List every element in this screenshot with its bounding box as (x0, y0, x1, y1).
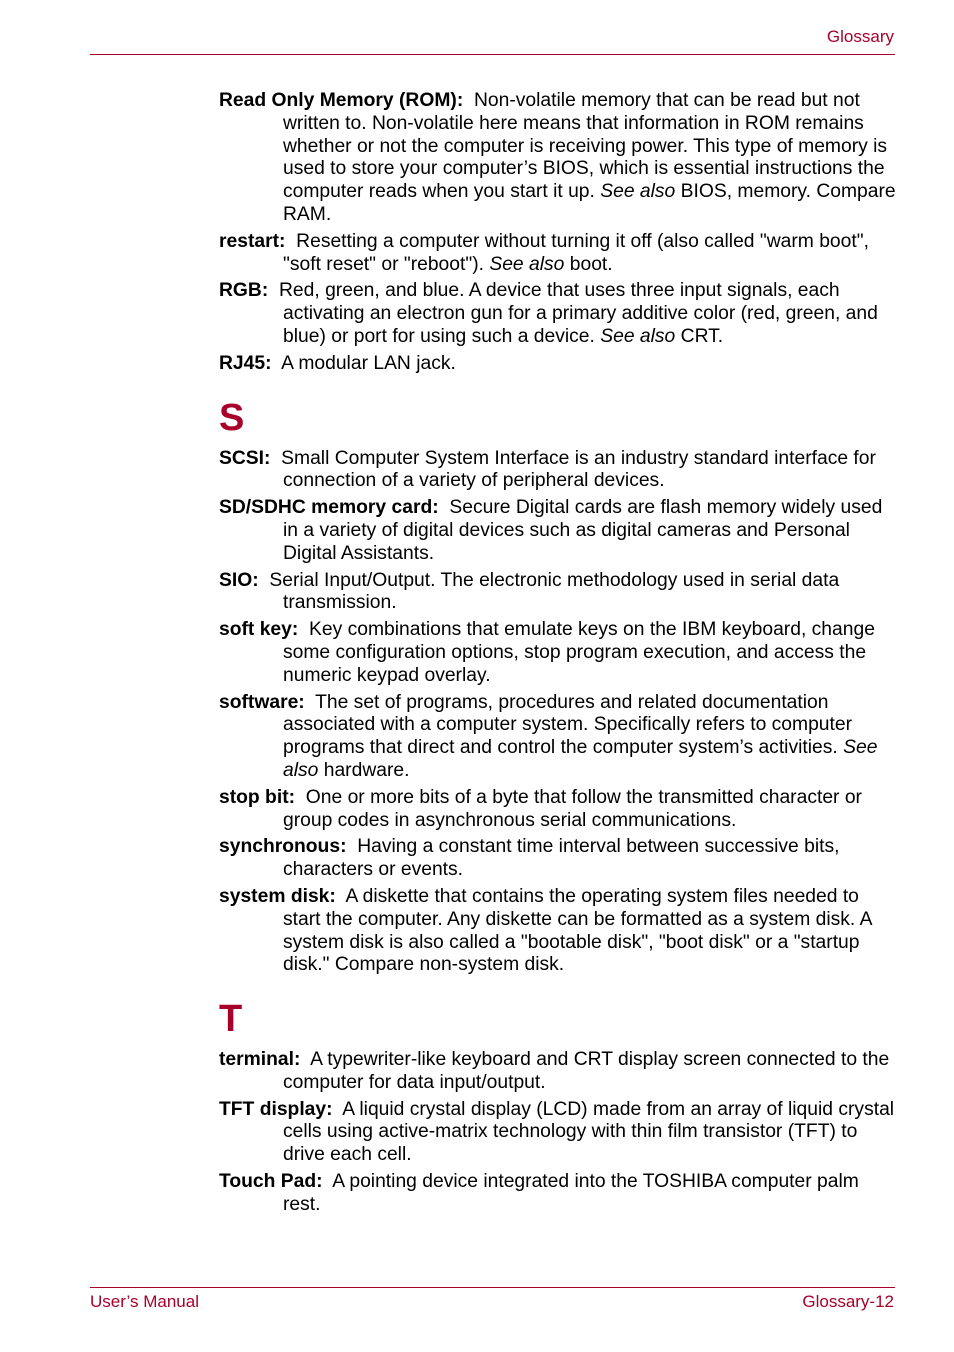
header-divider (90, 54, 895, 55)
definition-text: A liquid crystal display (LCD) made from an array of liquid crystal cells using active-matrix technology with thin film transistor (TFT) to drive each cell. (283, 1098, 895, 1166)
see-also-label: See also (600, 325, 676, 347)
definition-text: Having a constant time interval between successive bits, characters or events. (283, 836, 840, 881)
page-header-title: Glossary (826, 27, 894, 46)
glossary-term: software: (219, 691, 305, 713)
glossary-entry (219, 1099, 899, 1167)
glossary-entry (219, 353, 899, 376)
glossary-term: system disk: (219, 885, 336, 907)
glossary-term: soft key: (219, 619, 299, 641)
definition-text: hardware. (318, 759, 410, 781)
glossary-entry (219, 1171, 899, 1217)
glossary-entry (219, 497, 899, 565)
definition-text: A modular LAN jack. (281, 352, 456, 374)
definition-text: CRT. (675, 325, 724, 347)
glossary-term: synchronous: (219, 836, 347, 858)
definition-text: A pointing device integrated into the TOSHIBA computer palm rest. (283, 1171, 859, 1215)
definition-text: Serial Input/Output. The electronic methodology used in serial data transmission. (269, 569, 840, 614)
footer-divider (90, 1287, 895, 1288)
section-letter-t: T (219, 998, 243, 1041)
glossary-term: SCSI: (219, 447, 271, 469)
glossary-term: SIO: (219, 569, 259, 591)
glossary-term: SD/SDHC memory card: (219, 497, 439, 519)
see-also-label: See also (283, 737, 878, 781)
glossary-content (219, 90, 899, 1221)
definition-text: Secure Digital cards are flash memory widely used in a variety of digital devices such as digital cameras and Personal Digital Assistants. (283, 497, 883, 564)
definition-text: Red, green, and blue. A device that uses three input signals, each activating an electron gun for a primary additive color (red, green, and blue) or port for using such a device. (279, 280, 878, 347)
glossary-term: Read Only Memory (ROM): (219, 90, 464, 111)
glossary-term: RGB: (219, 280, 269, 302)
footer-page-number: Glossary-12 (802, 1292, 894, 1311)
definition-text: Key combinations that emulate keys on the IBM keyboard, change some configuration options, stop program execution, and access the numeric keypad overlay. (283, 619, 875, 686)
glossary-entry (219, 692, 899, 783)
definition-text: A typewriter-like keyboard and CRT display screen connected to the computer for data input/output. (283, 1049, 890, 1093)
definition-text: Small Computer System Interface is an industry standard interface for connection of a variety of peripheral devices. (281, 447, 876, 492)
glossary-entry (219, 448, 899, 494)
definition-text: Non-volatile memory that can be read but not written to. Non-volatile here means that information in ROM remains whether or not the computer is receiving power. This type of memory is used to store your computer’s BIOS, which is essential instructions the computer reads when you start it up. (283, 90, 888, 203)
glossary-term: TFT display: (219, 1098, 333, 1120)
glossary-entry (219, 787, 899, 833)
glossary-entry (219, 280, 899, 348)
definition-text: boot. (564, 253, 613, 275)
definition-text: One or more bits of a byte that follow the transmitted character or group codes in asynchronous serial communications. (283, 786, 862, 831)
glossary-term: Touch Pad: (219, 1171, 323, 1193)
glossary-entry (219, 231, 899, 277)
glossary-entry (219, 1049, 899, 1095)
glossary-term: stop bit: (219, 786, 296, 808)
definition-text: The set of programs, procedures and related documentation associated with a computer system. Specifically refers to computer programs that direct and control the computer system’s activities. (283, 691, 853, 759)
glossary-term: RJ45: (219, 352, 272, 374)
see-also-label: See also (600, 181, 676, 203)
glossary-entry (219, 570, 899, 616)
glossary-term: restart: (219, 230, 286, 252)
glossary-entry (219, 90, 899, 227)
glossary-entry (219, 619, 899, 687)
glossary-entry (219, 886, 899, 977)
see-also-label: See also (489, 253, 565, 275)
definition-text: A diskette that contains the operating system files needed to start the computer. Any diskette can be formatted as a system disk. A system disk is also called a "bootable disk", "boot disk" or a "startup disk." Compare non-system disk. (283, 885, 872, 976)
section-letter-s: S (219, 396, 245, 439)
definition-text: Resetting a computer without turning it off (also called "warm boot", "soft reset" or "reboot"). (283, 230, 869, 275)
footer-manual-title: User’s Manual (90, 1292, 199, 1311)
glossary-term: terminal: (219, 1049, 301, 1071)
glossary-entry (219, 836, 899, 882)
definition-text: BIOS, memory. Compare RAM. (283, 181, 896, 225)
